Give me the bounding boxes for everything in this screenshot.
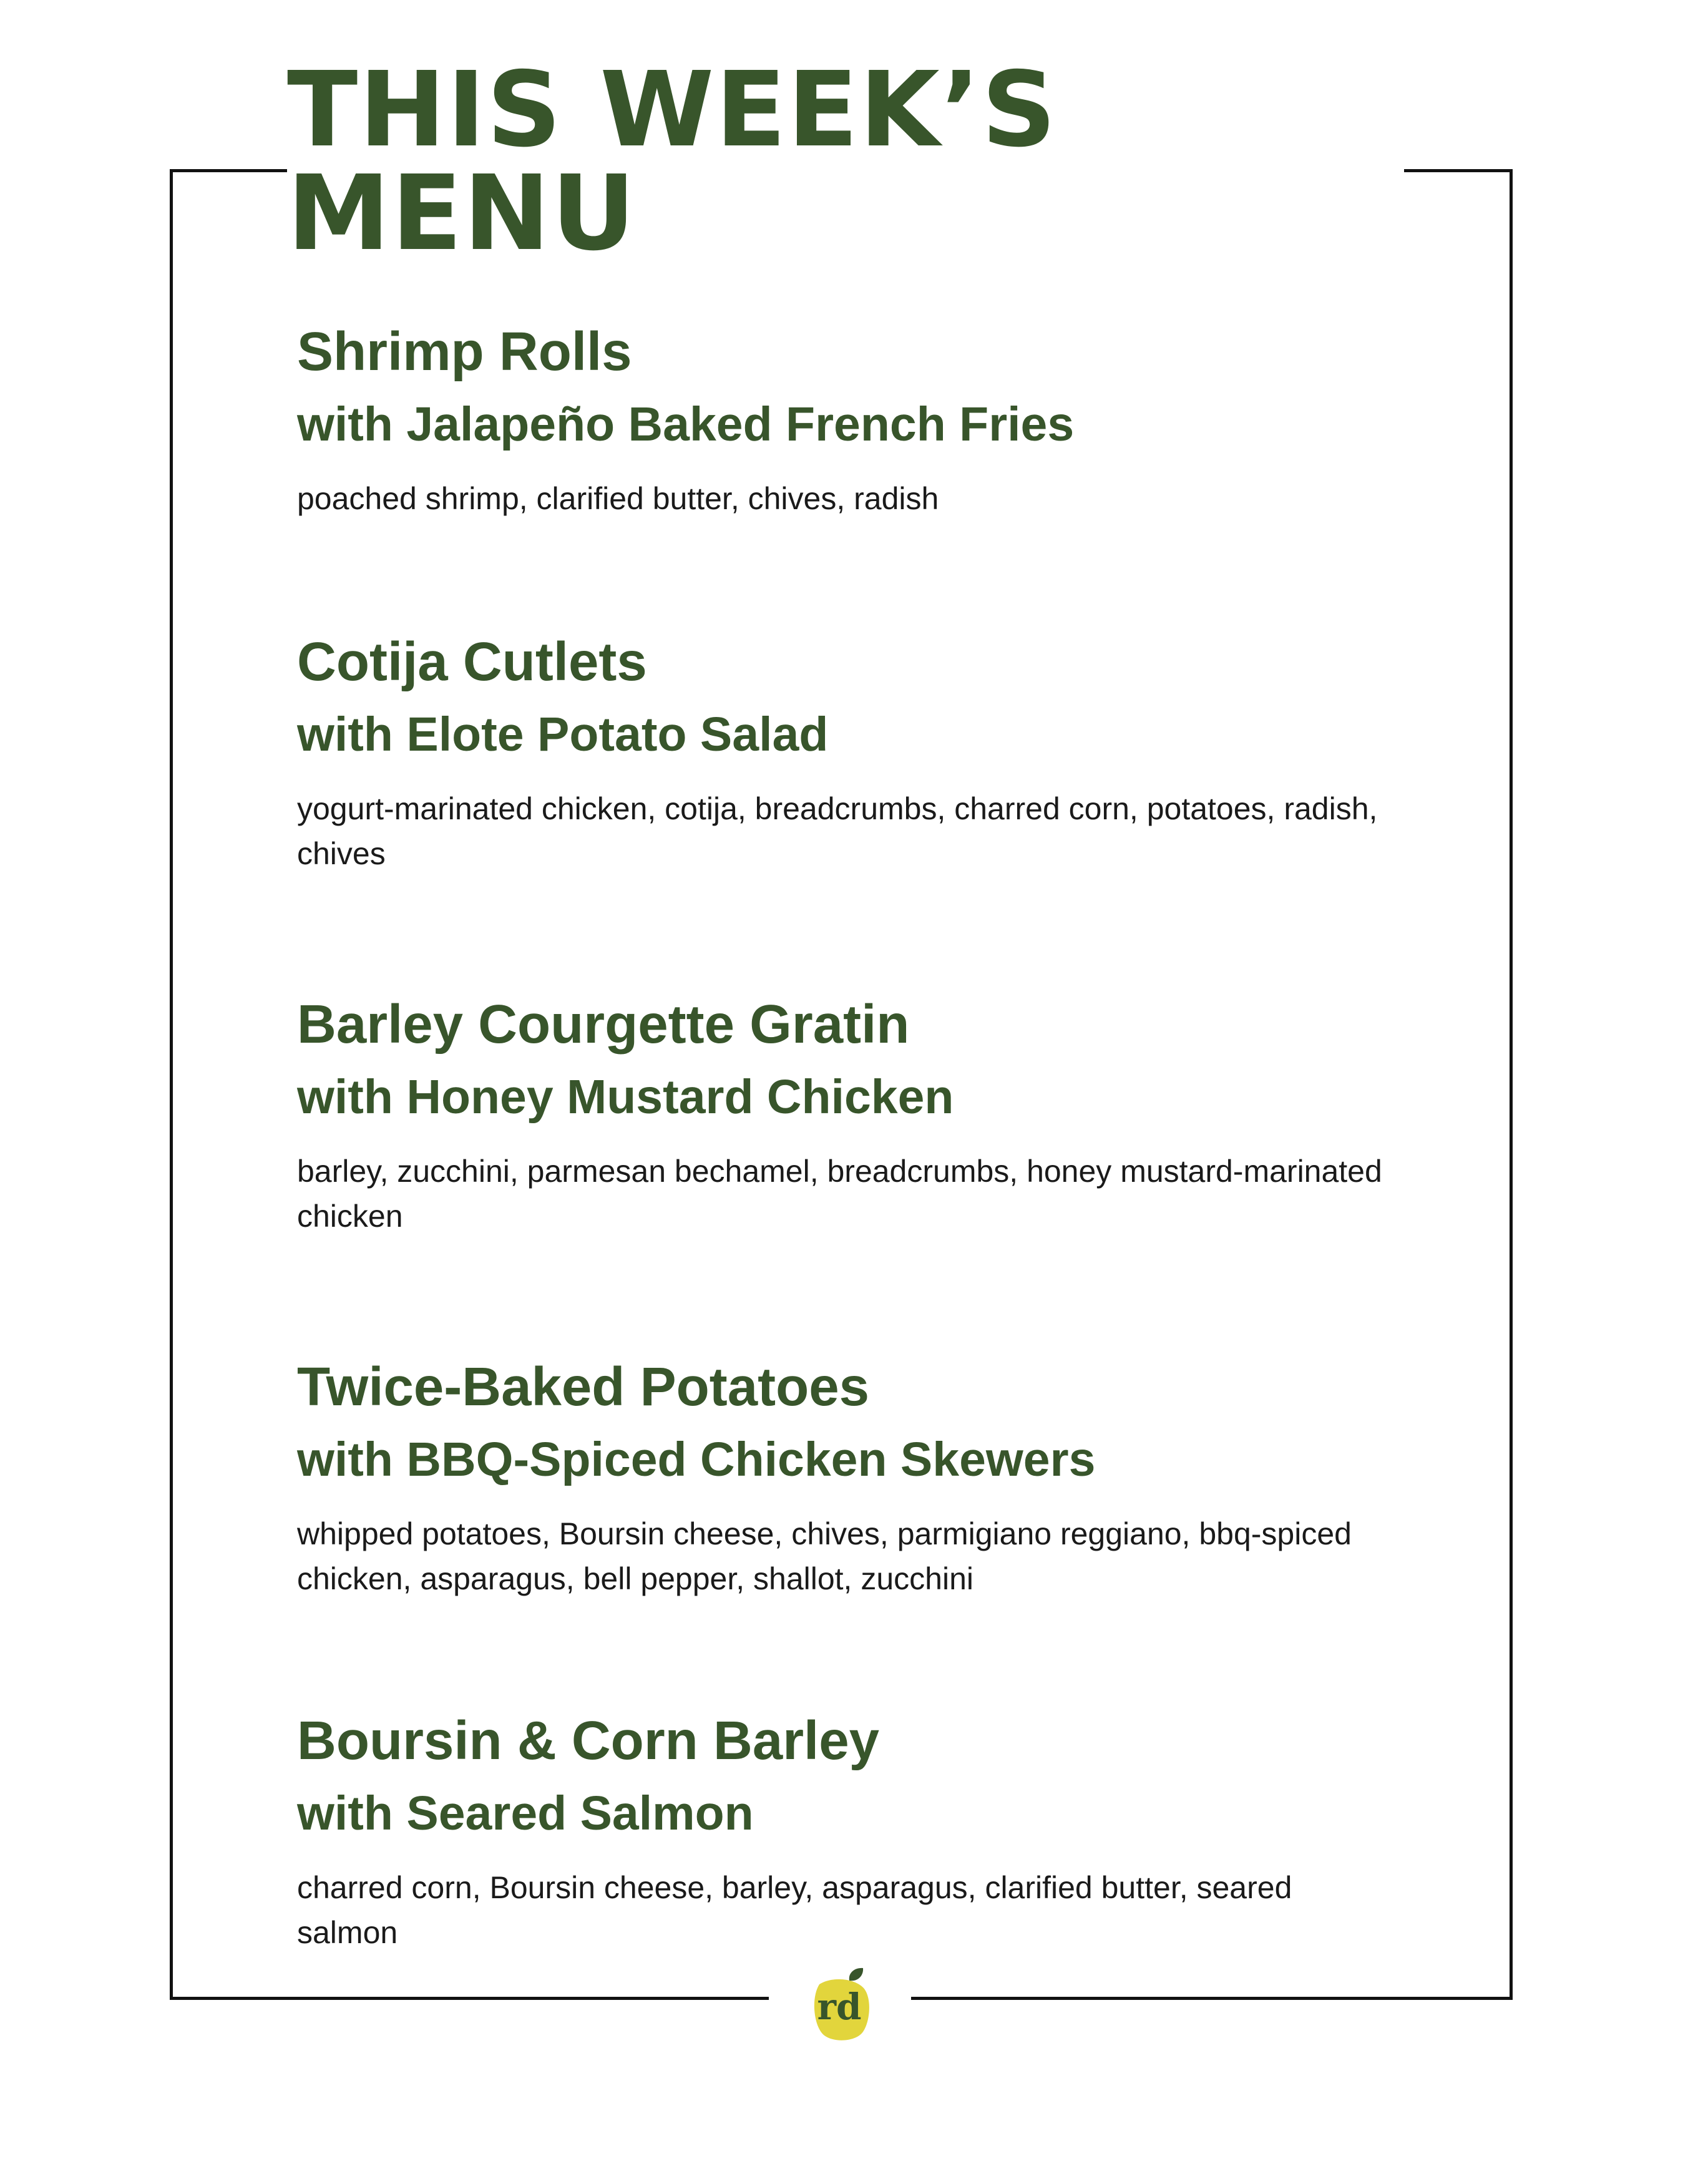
dish-name: Twice-Baked Potatoes [297, 1357, 869, 1417]
menu-item [297, 1350, 1383, 1601]
dish-name: Boursin & Corn Barley [297, 1710, 879, 1771]
dish-description: poached shrimp, clarified butter, chives, radish [297, 481, 939, 516]
dish-name: Barley Courgette Gratin [297, 994, 910, 1055]
dish-description: whipped potatoes, Boursin cheese, chives, parmigiano reggiano, bbq-spiced chicken, asparagus, bell pepper, shallot, zucchini [297, 1516, 1352, 1596]
dish-side: with Honey Mustard Chicken [297, 1070, 954, 1124]
dish-description: barley, zucchini, parmesan bechamel, breadcrumbs, honey mustard-marinated chicken [297, 1154, 1382, 1234]
dish-description: charred corn, Boursin cheese, barley, asparagus, clarified butter, seared salmon [297, 1870, 1292, 1950]
menu-item [297, 625, 1383, 876]
dish-name: Cotija Cutlets [297, 631, 647, 692]
logo-text: rd [817, 1986, 862, 2028]
dish-side: with Elote Potato Salad [297, 708, 829, 761]
menu-item [297, 988, 1383, 1239]
menu-item [297, 1704, 1383, 1955]
dish-side: with Seared Salmon [297, 1787, 754, 1840]
leaf-shape [849, 1968, 863, 1981]
menu-item [297, 315, 1383, 521]
dish-name: Shrimp Rolls [297, 321, 632, 382]
dish-side: with BBQ-Spiced Chicken Skewers [297, 1433, 1096, 1486]
dish-description: yogurt-marinated chicken, cotija, breadcrumbs, charred corn, potatoes, radish, chives [297, 791, 1378, 871]
menu-title: THIS WEEK’S MENU [287, 50, 1058, 274]
lemon-leaf-logo-icon [803, 1966, 878, 2047]
dish-side: with Jalapeño Baked French Fries [297, 397, 1075, 451]
